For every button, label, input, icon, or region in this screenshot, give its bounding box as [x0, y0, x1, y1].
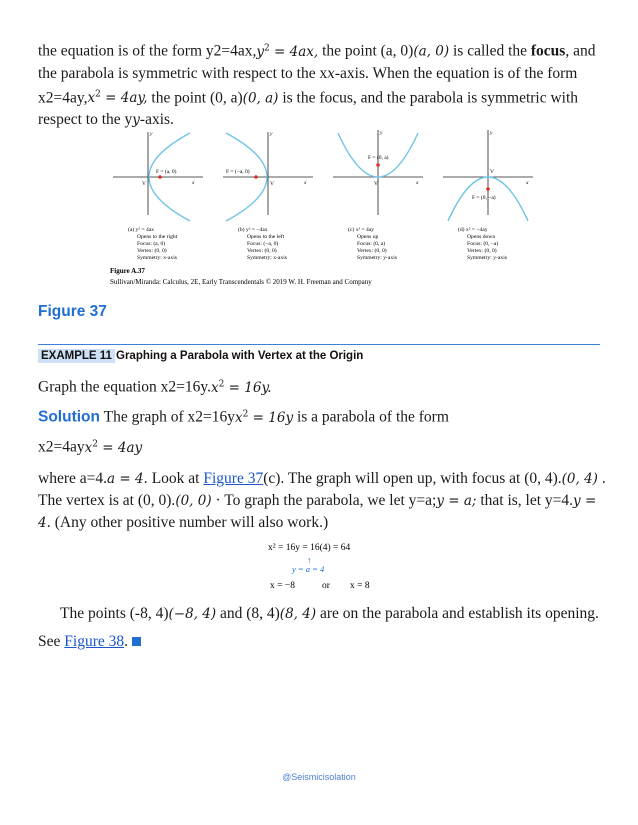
panel-a-line: Vertex: (0, 0)	[137, 248, 167, 254]
solution-connector: or	[322, 581, 330, 591]
vertex-label: V	[490, 169, 494, 175]
figure-38-link[interactable]: Figure 38	[64, 633, 125, 650]
y-axis-label: y	[380, 130, 383, 136]
focus-point	[486, 187, 490, 191]
text-run: is called the	[449, 42, 531, 60]
math-inline: (0, 4)	[561, 471, 598, 487]
solution-line	[38, 404, 608, 429]
panel-c-equation: (c) x² = 4ay	[348, 227, 375, 233]
task-line	[38, 374, 608, 399]
text-run: .	[124, 633, 128, 650]
text-run: Look at	[147, 470, 204, 487]
text-run: -axis. When the equation is of the form x2=4ay,	[38, 64, 578, 106]
panel-c	[333, 130, 423, 215]
focus-label: F = (0, a)	[368, 155, 389, 161]
figure-heading: Figure 37	[38, 303, 107, 320]
focus-point	[376, 163, 380, 167]
math-run: = 16y.	[224, 379, 272, 396]
intro-paragraph	[38, 38, 608, 131]
math-inline: (8, 4)	[279, 606, 317, 622]
focus-label: F = (a, 0)	[156, 169, 177, 175]
math-run: 2	[242, 409, 249, 419]
math-inline: y = 4.	[38, 493, 597, 531]
math-run: 2	[218, 379, 225, 389]
equation-annotation: y = a = 4	[292, 564, 325, 574]
math-run: = 16y	[248, 409, 294, 426]
closing-paragraph	[38, 603, 608, 625]
text-run: and (8, 4)	[216, 605, 280, 622]
panel-c-line: Opens up	[357, 234, 379, 240]
panel-b-line: Vertex: (0, 0)	[247, 248, 277, 254]
math-inline: a = 4.	[107, 471, 148, 487]
arrow-up-icon: ↑	[307, 555, 312, 565]
equation-line: x² = 16y = 16(4) = 64	[268, 543, 351, 553]
example-badge: EXAMPLE 11	[38, 349, 115, 363]
solution-label: Solution	[38, 408, 100, 426]
panel-a-line: Symmetry: x-axis	[137, 255, 177, 261]
worked-equation-svg	[230, 538, 410, 594]
panel-d-line: Symmetry: y-axis	[467, 255, 507, 261]
section-divider	[38, 344, 600, 345]
end-of-example-icon	[132, 637, 141, 646]
panel-d-line: Opens down	[467, 234, 496, 240]
focus-term: focus	[530, 42, 566, 60]
solution-value: x = −8	[270, 581, 295, 591]
math-inline	[211, 380, 272, 396]
see-figure-line	[38, 631, 608, 652]
text-run: . The vertex is at (0, 0).	[38, 470, 606, 509]
math-inline: $x^2 = 4ay$,	[87, 89, 148, 106]
solution-value: x = 8	[350, 581, 370, 591]
panel-d-equation: (d) x² = −4ay	[458, 227, 488, 233]
explanation-paragraph	[38, 468, 608, 534]
text-run: the equation is of the form y2=4ax,	[38, 42, 257, 60]
math-run: 4ay,	[120, 90, 148, 106]
math-inline: (0, 0)	[175, 493, 212, 509]
text-run: -axis.	[139, 111, 174, 128]
focus-label: F = (−a, 0)	[226, 169, 250, 175]
worked-equation	[230, 538, 410, 594]
figure-caption-title: Figure A.37	[110, 267, 145, 275]
text-run: x2=4ay	[38, 438, 85, 456]
text-run: (Any other positive number will also work.)	[50, 514, 329, 531]
x-axis-label: x	[192, 180, 195, 186]
math-run: = 4ay	[97, 439, 143, 456]
panel-d	[443, 130, 533, 221]
focus-point	[254, 175, 258, 179]
watermark: @Seismicisolation	[282, 772, 356, 782]
text-run: the point (0, a)	[147, 89, 243, 106]
x-axis-label: x	[304, 180, 307, 186]
text-run: (c). The graph will open up, with focus at (0, 4).	[263, 470, 562, 487]
text-run: is a parabola of the form	[293, 408, 449, 426]
vertex-label: V	[374, 181, 378, 187]
panel-a-line: Focus: (a, 0)	[137, 241, 166, 247]
y-axis-label: y	[490, 130, 493, 136]
panel-d-line: Focus: (0, −a)	[467, 241, 499, 247]
math-inline	[85, 440, 143, 456]
math-inline: (0, a)	[242, 90, 279, 106]
figure-caption-credit: Sullivan/Miranda: Calculus, 2E, Early Transcendentals © 2019 W. H. Freeman and Company	[110, 278, 372, 286]
focus-label: F = (0, −a)	[472, 195, 496, 201]
panel-c-line: Vertex: (0, 0)	[357, 248, 387, 254]
y-axis-label: y	[150, 131, 153, 137]
example-title: Graphing a Parabola with Vertex at the Origin	[116, 350, 364, 362]
parabola-figure	[108, 127, 528, 290]
math-inline: x	[327, 65, 335, 82]
math-run: 4ax,	[289, 43, 319, 60]
focus-point	[158, 175, 162, 179]
panel-c-line: Symmetry: y-axis	[357, 255, 397, 261]
text-run: The points (-8, 4)	[60, 605, 169, 622]
math-inline: $y^2 = 4ax$,	[256, 43, 319, 60]
text-run: the point (a, 0)	[318, 42, 414, 60]
panel-a-line: Opens to the right	[137, 234, 178, 240]
math-run: 2	[92, 439, 98, 449]
math-inline: y = a;	[436, 493, 477, 509]
panel-captions	[128, 226, 507, 261]
text-run: that is, let y=4.	[476, 492, 574, 509]
vertex-label: V	[142, 181, 146, 187]
panel-b-line: Focus: (−a, 0)	[247, 241, 279, 247]
x-axis-label: x	[526, 180, 529, 186]
math-inline	[235, 410, 293, 426]
math-run: x	[211, 379, 219, 396]
figure-37-link[interactable]: Figure 37	[203, 470, 264, 487]
y-axis-label: y	[270, 131, 273, 137]
text-run: are on the parabola and establish its opening.	[316, 605, 599, 622]
text-run: See	[38, 633, 65, 650]
text-run: , and the parabola is symmetric with respect to the x	[38, 42, 596, 82]
panel-c-line: Focus: (0, a)	[357, 241, 386, 247]
panel-b-line: Symmetry: x-axis	[247, 255, 287, 261]
text-run: The graph of x2=16y	[100, 408, 236, 426]
text-run: · To graph the parabola, we let y=a;	[211, 492, 437, 509]
panel-b-equation: (b) y² = −4ax	[238, 227, 268, 233]
math-inline: (a, 0)	[413, 43, 450, 60]
math-run: x	[235, 409, 243, 426]
parabola-figure-svg	[108, 127, 528, 290]
math-inline: (−8, 4)	[168, 606, 217, 622]
text-run: Graph the equation x2=16y.	[38, 378, 212, 396]
math-inline: y	[132, 112, 140, 128]
text-run: is the focus, and the parabola is symmetric with respect to the y	[38, 89, 579, 128]
panel-a	[113, 131, 203, 221]
text-run: where a=4.	[38, 470, 107, 487]
panel-b	[223, 131, 313, 221]
x-axis-label: x	[416, 180, 419, 186]
panel-a-equation: (a) y² = 4ax	[128, 227, 155, 233]
solution-form-line	[38, 434, 608, 459]
vertex-label: V	[270, 181, 274, 187]
math-run: x	[84, 439, 93, 456]
panel-d-line: Vertex: (0, 0)	[467, 248, 497, 254]
panel-b-line: Opens to the left	[247, 234, 285, 240]
